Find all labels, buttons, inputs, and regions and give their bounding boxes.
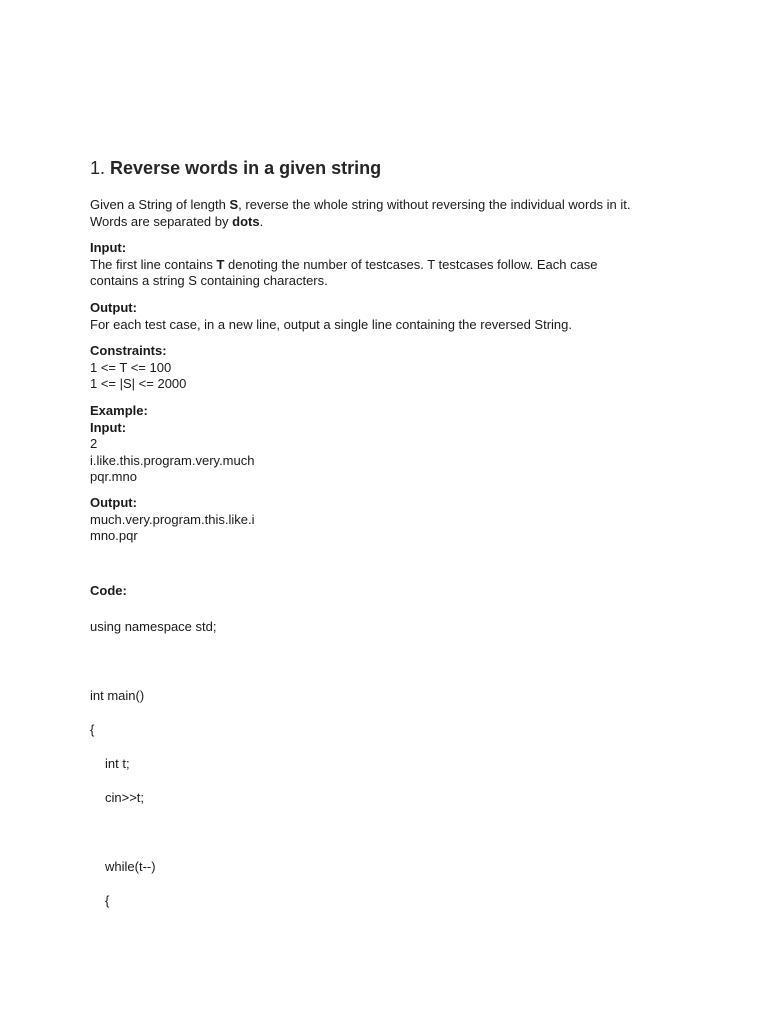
code-line: while(t--): [105, 859, 156, 874]
constraints-label: Constraints:: [90, 343, 167, 358]
problem-title: [90, 158, 381, 179]
input-section: Input: The first line contains T denoting the number of testcases. T testcases follow. Each case contains a string S containing characters.: [90, 240, 598, 289]
constraints-section: Constraints: 1 <= T <= 100 1 <= |S| <= 2000: [90, 343, 187, 392]
code-line: using namespace std;: [90, 619, 217, 634]
code-line: cin>>t;: [105, 790, 145, 805]
problem-title-text: Reverse words in a given string: [110, 158, 382, 178]
example-input-label: Input:: [90, 419, 127, 435]
example-output-section: Output: much.very.program.this.like.i mno.pqr: [90, 495, 255, 544]
input-label: Input:: [90, 240, 127, 255]
code-section: [90, 583, 127, 600]
code-line: int t;: [105, 756, 130, 771]
problem-number: 1.: [90, 158, 106, 178]
output-section: Output: For each test case, in a new line, output a single line containing the reversed String.: [90, 300, 573, 332]
code-label: Code:: [90, 583, 127, 598]
code-line: int main(): [90, 688, 145, 703]
code-line: {: [90, 722, 95, 737]
example-output-label: Output:: [90, 495, 137, 510]
code-line: {: [105, 893, 110, 908]
example-section: Example: Input: 2 i.like.this.program.very.much pqr.mno: [90, 403, 255, 485]
output-label: Output:: [90, 300, 137, 315]
problem-description: Given a String of length S, reverse the whole string without reversing the individual words in it. Words are separated by dots.: [90, 197, 631, 229]
example-label: Example:: [90, 403, 148, 418]
